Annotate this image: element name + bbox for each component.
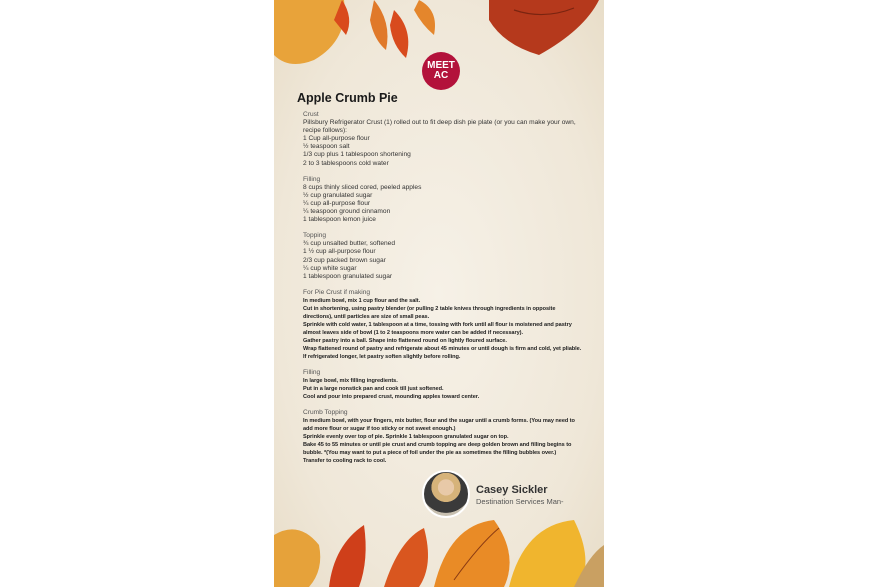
recipe-body <box>303 111 585 473</box>
recipe-line: Gather pastry into a ball. Shape into flattened round on lightly floured surface. <box>303 337 507 344</box>
recipe-line: ¼ cup white sugar <box>303 264 357 272</box>
recipe-line: 8 cups thinly sliced cored, peeled apples <box>303 183 422 191</box>
recipe-line: 2 to 3 tablespoons cold water <box>303 159 389 167</box>
recipe-line: In medium bowl, mix 1 cup flour and the salt. <box>303 297 421 304</box>
recipe-card <box>274 0 604 587</box>
recipe-line: 1 ½ cup all-purpose flour <box>303 248 376 256</box>
section-heading: Filling <box>303 175 321 183</box>
recipe-line: If refrigerated longer, let pastry soften slightly before rolling. <box>303 353 461 360</box>
recipe-section <box>303 111 585 168</box>
recipe-line: Transfer to cooling rack to cool. <box>303 458 387 465</box>
section-heading: Crust <box>303 111 319 118</box>
recipe-line: In medium bowl, with your fingers, mix butter, flour and the sugar until a crumb forms. (You may need to add more flour or sugar if too sticky or not sweet enough.) <box>303 418 575 433</box>
recipe-line: 1 tablespoon granulated sugar <box>303 272 393 280</box>
recipe-line: ¼ teaspoon ground cinnamon <box>303 208 391 216</box>
recipe-line: 1/3 cup plus 1 tablespoon shortening <box>303 151 411 159</box>
recipe-line: Sprinkle evenly over top of pie. Sprinkle 1 tablespoon granulated sugar on top. <box>303 434 509 441</box>
recipe-line: Bake 45 to 55 minutes or until pie crust and crumb topping are deep golden brown and filling begins to bubble. *(You may want to put a piece of foil under the pie as sometimes the filling bubbles over.) <box>303 442 572 457</box>
recipe-section <box>303 409 585 465</box>
recipe-line: Put in a large nonstick pan and cook till just softened. <box>303 385 444 392</box>
recipe-title: Apple Crumb Pie <box>297 91 398 105</box>
section-heading: Crumb Topping <box>303 408 348 416</box>
author-name: Casey Sickler <box>476 484 548 496</box>
recipe-line: ¾ cup unsalted butter, softened <box>303 240 396 248</box>
recipe-line: 1 tablespoon lemon juice <box>303 216 376 224</box>
recipe-section <box>303 176 585 225</box>
section-heading: For Pie Crust if making <box>303 288 371 296</box>
leaf-bottom-center <box>434 520 510 587</box>
recipe-section <box>303 289 585 361</box>
leaf-top-left <box>274 0 345 64</box>
section-heading: Topping <box>303 232 327 240</box>
recipe-line: Cool and pour into prepared crust, mounding apples toward center. <box>303 393 480 400</box>
section-heading: Filling <box>303 368 321 376</box>
leaf-top-right <box>489 0 599 55</box>
recipe-line: ¼ cup all-purpose flour <box>303 199 371 207</box>
recipe-line: ½ teaspoon salt <box>303 143 350 151</box>
recipe-section <box>303 369 585 401</box>
author-avatar <box>422 470 470 518</box>
recipe-line: In large bowl, mix filling ingredients. <box>303 377 398 384</box>
recipe-line: 1 Cup all-purpose flour <box>303 135 370 143</box>
recipe-line: Cut in shortening, using pastry blender (or pulling 2 table knives through ingredients in opposite directions), until particles are size of small peas. <box>303 305 556 320</box>
logo-text-line1: MEET <box>427 60 455 71</box>
logo-text-line2: AC <box>433 70 449 81</box>
recipe-line: Pillsbury Refrigerator Crust (1) rolled out to fit deep dish pie plate (or you can make your own, recipe follows): <box>303 119 576 135</box>
recipe-line: Sprinkle with cold water, 1 tablespoon at a time, tossing with fork until all flour is moistened and pastry almost leaves side of bowl (1 to 2 teaspoons more water can be added if necessary). <box>303 321 572 336</box>
author-role: Destination Services Man- <box>476 497 564 506</box>
meet-ac-logo <box>422 52 460 90</box>
recipe-line: Wrap flattened round of pastry and refrigerate about 45 minutes or until dough is firm and cold, yet pliable. <box>303 345 582 352</box>
leaf-bottom-left <box>274 529 320 587</box>
recipe-line: ½ cup granulated sugar <box>303 191 373 199</box>
recipe-line: 2/3 cup packed brown sugar <box>303 256 386 264</box>
recipe-section <box>303 232 585 281</box>
